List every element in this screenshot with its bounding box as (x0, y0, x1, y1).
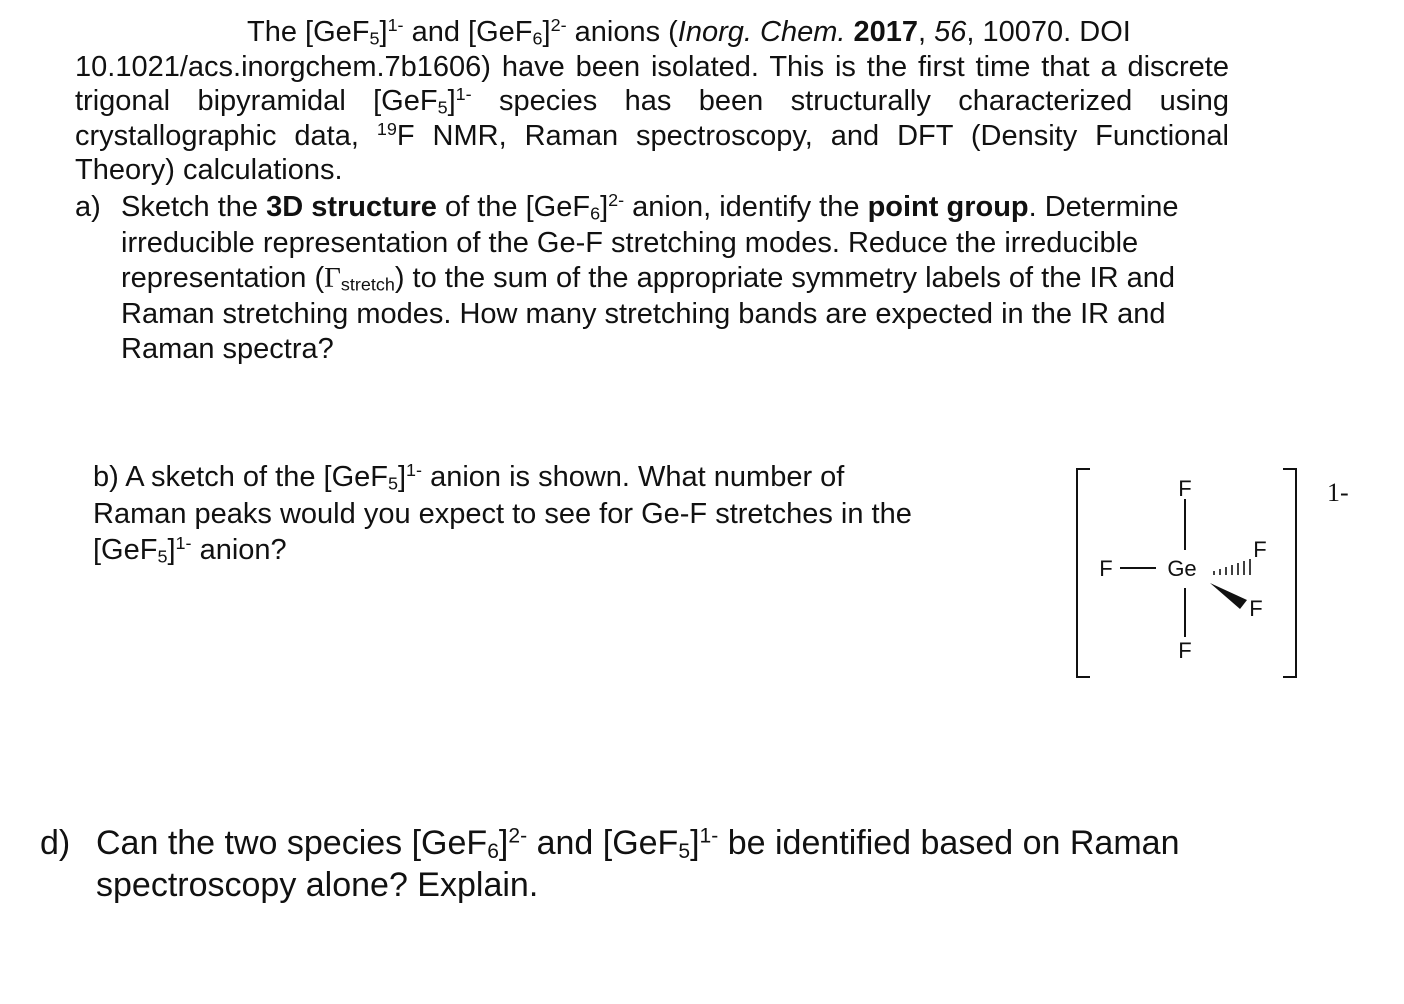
question-d-text (96, 822, 1260, 906)
atom-f-bottom: F (1178, 638, 1192, 663)
intro-line-2: 10.1021/acs.inorgchem.7b1606) have been isolated. This is the first time that a discrete (75, 50, 1229, 83)
question-d-line-1: Can the two species $[GeF_6]^{2-}$ and $[GeF_5]^{1-}$ be identified based on Raman (96, 824, 1180, 864)
question-b (93, 459, 1013, 569)
question-a-line-5: Raman spectra? (121, 333, 334, 365)
hashed-bond (1214, 559, 1250, 575)
question-d-line-2: spectroscopy alone? Explain. (96, 866, 539, 904)
intro-paragraph (75, 15, 1229, 188)
atom-ge-center: Ge (1167, 556, 1197, 581)
question-a-line-4: Raman stretching modes. How many stretching bands are expected in the IR and (121, 297, 1166, 330)
intro-line-4: crystallographic data, $^{19}$F NMR, Raman spectroscopy, and DFT (Density Functional (75, 118, 1229, 152)
journal-volume: 56 (934, 16, 967, 48)
journal-year: 2017 (853, 16, 919, 48)
right-bracket (1283, 469, 1296, 677)
gef5-structure-diagram (1060, 462, 1404, 688)
wedge-bond (1210, 583, 1247, 609)
question-a-line-1: Sketch the 3D structure of the $[GeF_6]^{2-}$ anion, identify the point group. Determine (121, 190, 1179, 224)
question-a-line-3: representation $(\Gamma_{stretch})$ to the sum of the appropriate symmetry labels of the IR and (121, 262, 1175, 295)
question-b-line-1: b) A sketch of the $[GeF_5]^{1-}$ anion is shown. What number of (93, 460, 845, 494)
charge-label: 1- (1327, 478, 1349, 507)
question-a-text (121, 190, 1225, 368)
question-d-marker: d) (40, 824, 71, 862)
atom-f-top: F (1178, 476, 1192, 501)
question-d (40, 822, 1260, 906)
question-b-line-3: $[GeF_5]^{1-}$ anion? (93, 533, 287, 567)
intro-line-3: trigonal bipyramidal $[GeF_5]^{1-}$ species has been structurally characterized using (75, 84, 1229, 118)
atom-f-left: F (1099, 556, 1113, 581)
question-a-marker: a) (75, 191, 101, 223)
intro-line-5: Theory) calculations. (75, 154, 343, 187)
atom-f-hashed: F (1253, 537, 1267, 562)
question-b-line-2: Raman peaks would you expect to see for Ge-F stretches in the (93, 497, 912, 530)
intro-line-1: The $[GeF_5]^{1-}$ and $[GeF_6]^{2-}$ anions (Inorg. Chem. 2017, 56, 10070. DOI (247, 15, 1131, 49)
left-bracket (1077, 469, 1090, 677)
atom-f-wedge: F (1249, 596, 1263, 621)
journal-name: Inorg. Chem. (677, 16, 846, 48)
question-a (75, 190, 1225, 368)
question-a-line-2: irreducible representation of the Ge-F stretching modes. Reduce the irreducible (121, 226, 1139, 259)
